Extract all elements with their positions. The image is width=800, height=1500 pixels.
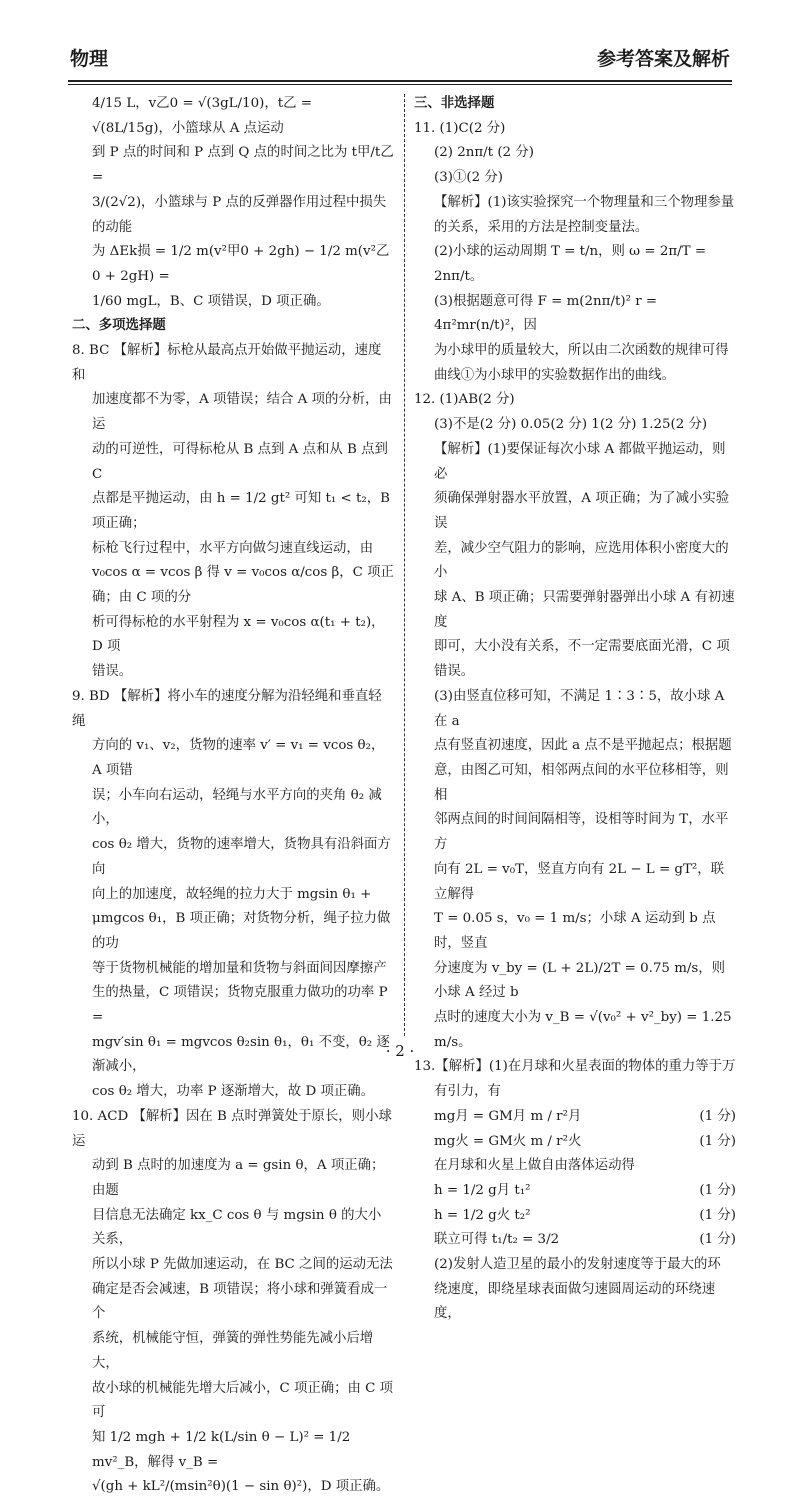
text-line: √(gh + kL²/(msin²θ)(1 − sin θ)²)，D 项正确。 (92, 1479, 390, 1495)
text-line: 动到 B 点时的加速度为 a = gsin θ，A 项正确；由题 (92, 1158, 385, 1198)
text-line: 确定是否会减速，B 项错误；将小球和弹簧看成一个 (92, 1281, 388, 1322)
text-line: 知 1/2 mgh + 1/2 k(L/sin θ − L)² = 1/2 mv²_B，解得 v_B = (92, 1429, 351, 1470)
text-line: 在月球和火星上做自由落体运动得 (434, 1158, 635, 1174)
text-line: 为小球甲的质量较大，所以由二次函数的规律可得 (434, 343, 729, 359)
text-line: (3)由竖直位移可知，不满足 1∶3∶5，故小球 A 在 a (434, 688, 725, 729)
score-mark: (1 分) (699, 1108, 736, 1124)
equation-line (414, 1105, 736, 1130)
section-heading: 三、非选择题 (414, 96, 495, 111)
text-line: 须确保弹射器水平放置，A 项正确；为了减小实验误 (434, 491, 730, 531)
equation-text: mg火 = GM火 m / r²火 (434, 1133, 582, 1149)
text-line: 点都是平抛运动，由 h = 1/2 gt² 可知 t₁ < t₂，B 项正确； (92, 491, 391, 531)
text-line: 到 P 点的时间和 P 点到 Q 点的时间之比为 t甲/t乙 = (92, 145, 394, 186)
text-line: 邻两点间的时间间隔相等，设相等时间为 T，水平方 (434, 812, 729, 853)
text-line: 所以小球 P 先做加速运动，在 BC 之间的运动无法 (92, 1257, 393, 1273)
text-line: 点有竖直初速度，因此 a 点不是平抛起点；根据题 (434, 738, 732, 754)
section-heading: 二、多项选择题 (72, 318, 166, 334)
text-line: 故小球的机械能先增大后减小，C 项正确；由 C 项可 (92, 1380, 394, 1421)
equation-line (414, 1228, 736, 1253)
text-line: 曲线①为小球甲的实验数据作出的曲线。 (434, 367, 676, 383)
text-line: 向上的加速度，故轻绳的拉力大于 mgsin θ₁ + (92, 886, 372, 902)
text-line: 3/(2√2)，小篮球与 P 点的反弹器作用过程中损失的动能 (92, 194, 387, 235)
text-line: (3)根据题意可得 F = m(2nπ/t)² r = 4π²mr(n/t)²，因 (434, 293, 658, 334)
text-line: 绕速度，即绕星球表面做匀速圆周运动的环绕速度， (434, 1281, 716, 1322)
text-line: mgv′sin θ₁ = mgvcos θ₂sin θ₁，θ₁ 不变，θ₂ 逐渐减小， (92, 1034, 390, 1075)
score-mark: (1 分) (699, 1207, 736, 1223)
equation-line (414, 1179, 736, 1204)
text-line: 方向的 v₁、v₂，货物的速率 v′ = v₁ = vcos θ₂，A 项错 (92, 738, 385, 778)
text-line: 【解析】(1)要保证每次小球 A 都做平抛运动，则必 (434, 441, 726, 482)
text-line: 8. BC 【解析】标枪从最高点开始做平抛运动，速度和 (72, 343, 382, 383)
text-line: 标枪飞行过程中，水平方向做匀速直线运动，由 (92, 540, 374, 556)
equation-line (414, 1204, 736, 1229)
text-line: 即可，大小没有关系，不一定需要底面光滑，C 项 (434, 639, 730, 655)
text-line: 加速度都不为零，A 项错误；结合 A 项的分析，由运 (92, 392, 392, 433)
text-line: 11. (1)C(2 分) (414, 120, 506, 136)
text-line: 意，由图乙可知，相邻两点间的水平位移相等，则相 (434, 762, 729, 803)
text-line: 向有 2L = v₀T，竖直方向有 2L − L = gT²，联立解得 (434, 861, 725, 902)
score-mark: (1 分) (699, 1232, 736, 1248)
right-column (414, 92, 736, 1327)
score-mark: (1 分) (699, 1133, 736, 1149)
page-number: · 2 · (385, 1042, 415, 1060)
header-rule (68, 80, 732, 82)
text-line: cos θ₂ 增大，货物的速率增大，货物具有沿斜面方向 (92, 837, 391, 877)
text-line: 点时的速度大小为 v_B = √(v₀² + v²_by) = 1.25 m/s。 (434, 1010, 732, 1050)
text-line: 9. BD 【解析】将小车的速度分解为沿轻绳和垂直轻绳 (72, 688, 382, 729)
text-line: 误；小车向右运动，轻绳与水平方向的夹角 θ₂ 减小， (92, 787, 382, 828)
text-line: (2) 2nπ/t (2 分) (434, 145, 534, 161)
text-line: cos θ₂ 增大，功率 P 逐渐增大，故 D 项正确。 (92, 1084, 375, 1100)
equation-text: h = 1/2 g月 t₁² (434, 1182, 531, 1198)
text-line: 差，减少空气阻力的影响，应选用体积小密度大的小 (434, 540, 729, 581)
text-line: T = 0.05 s，v₀ = 1 m/s；小球 A 运动到 b 点时，竖直 (434, 911, 716, 951)
equation-line (414, 1130, 736, 1155)
header-rule-thin (68, 84, 732, 85)
column-divider (404, 94, 405, 1036)
text-line: 析可得标枪的水平射程为 x = v₀cos α(t₁ + t₂)，D 项 (92, 614, 385, 655)
text-line: v₀cos α = vcos β 得 v = v₀cos α/cos β，C 项正确；由 C 项的分 (92, 565, 394, 606)
text-line: 4/15 L，v乙0 = √(3gL/10)，t乙 = √(8L/15g)，小篮球从 A 点运动 (92, 96, 312, 136)
text-line: 动的可逆性，可得标枪从 B 点到 A 点和从 B 点到 C (92, 441, 388, 482)
text-line: 分速度为 v_by = (L + 2L)/2T = 0.75 m/s，则小球 A 经过 b (434, 960, 726, 1001)
text-line: 生的热量，C 项错误；货物克服重力做功的功率 P = (92, 985, 388, 1026)
text-line: (3)不是(2 分) 0.05(2 分) 1(2 分) 1.25(2 分) (434, 417, 708, 433)
text-line: 的关系，采用的方法是控制变量法。 (434, 219, 649, 235)
equation-text: mg月 = GM月 m / r²月 (434, 1108, 582, 1124)
text-line: 错误。 (434, 664, 475, 680)
header-title: 参考答案及解析 (596, 48, 730, 70)
text-line: 12. (1)AB(2 分) (414, 392, 515, 408)
text-line: 【解析】(1)该实验探究一个物理量和三个物理参量 (434, 194, 735, 210)
text-line: μmgcos θ₁，B 项正确；对货物分析，绳子拉力做的功 (92, 911, 391, 951)
text-line: 10. ACD 【解析】因在 B 点时弹簧处于原长，则小球运 (72, 1108, 392, 1149)
text-line: (2)小球的运动周期 T = t/n，则 ω = 2π/T = 2nπ/t。 (434, 244, 707, 284)
text-line: 错误。 (92, 664, 133, 680)
text-line: (2)发射人造卫星的最小的发射速度等于最大的环 (434, 1257, 721, 1273)
text-line: 等于货物机械能的增加量和货物与斜面间因摩擦产 (92, 960, 387, 976)
text-line: 球 A、B 项正确；只需要弹射器弹出小球 A 有初速度 (434, 590, 735, 630)
header-subject: 物理 (70, 48, 109, 70)
left-column (72, 92, 394, 1500)
text-line: (3)①(2 分) (434, 170, 503, 186)
equation-text: 联立可得 t₁/t₂ = 3/2 (434, 1232, 560, 1248)
text-line: 系统，机械能守恒，弹簧的弹性势能先减小后增大， (92, 1331, 374, 1371)
text-line: 有引力，有 (434, 1084, 501, 1100)
text-line: 13.【解析】(1)在月球和火星表面的物体的重力等于万 (414, 1059, 736, 1075)
score-mark: (1 分) (699, 1182, 736, 1198)
text-line: 1/60 mgL，B、C 项错误，D 项正确。 (92, 293, 330, 309)
text-line: 目信息无法确定 kx_C cos θ 与 mgsin θ 的大小关系， (92, 1207, 382, 1248)
text-line: 为 ΔEk损 = 1/2 m(v²甲0 + 2gh) − 1/2 m(v²乙0 + 2gH) = (92, 244, 390, 284)
equation-text: h = 1/2 g火 t₂² (434, 1207, 531, 1223)
